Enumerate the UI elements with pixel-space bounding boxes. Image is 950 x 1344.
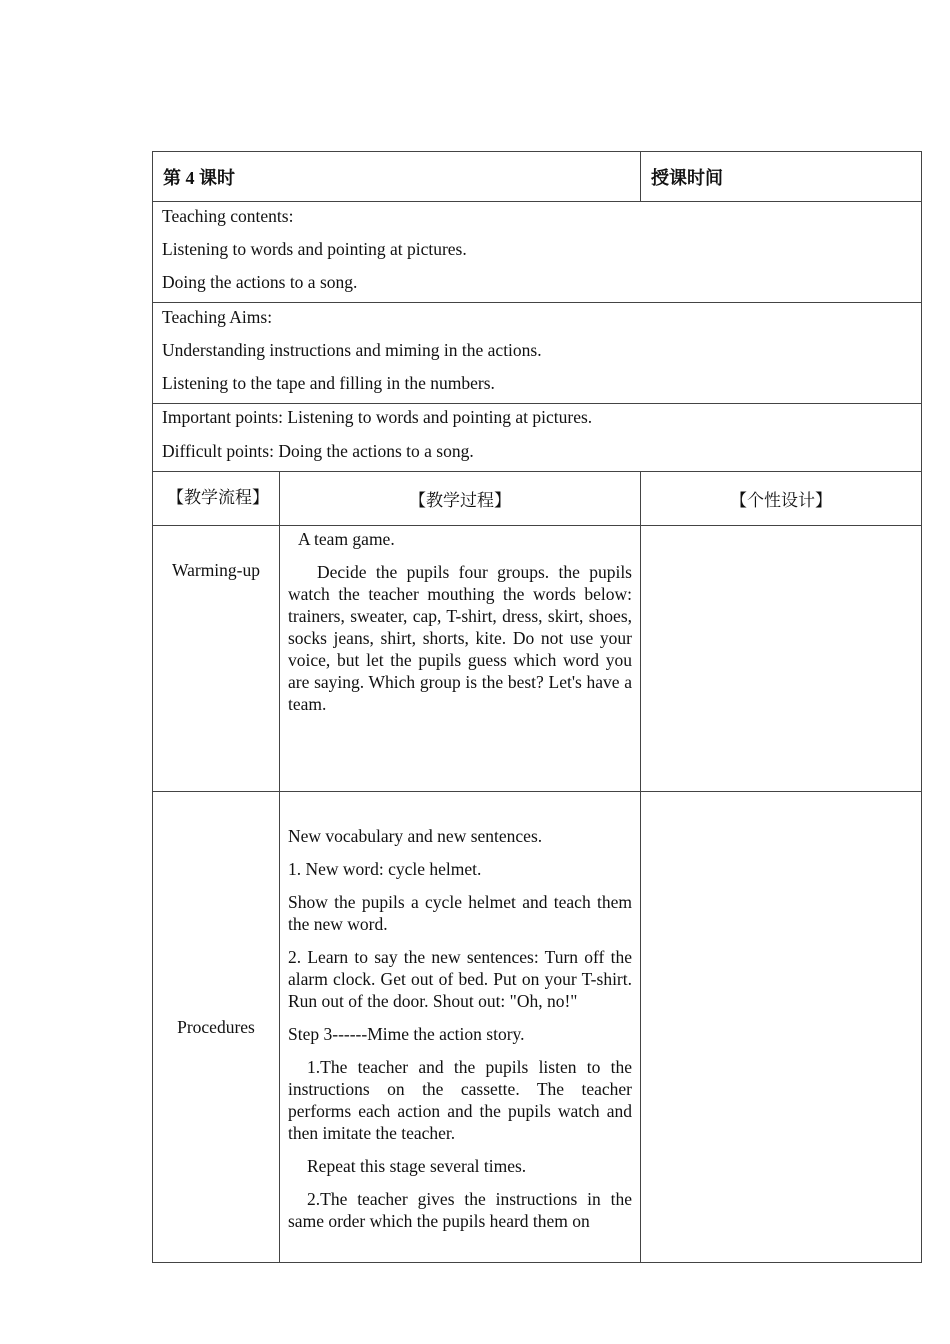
- procedures-paragraph: Show the pupils a cycle helmet and teach them the new word.: [288, 892, 632, 934]
- important-points: Important points: Listening to words and pointing at pictures.: [162, 407, 593, 427]
- procedures-content: [280, 792, 641, 1263]
- warming-up-content: [280, 526, 641, 792]
- lesson-plan-table: [152, 151, 922, 1263]
- points-row: [153, 404, 922, 472]
- warming-up-title: A team game.: [298, 529, 395, 549]
- teaching-time-cell: [641, 152, 922, 202]
- flow-column-header: 【教学流程】: [153, 472, 280, 526]
- warming-up-row: [153, 526, 922, 792]
- teaching-aims-title: Teaching Aims:: [162, 307, 273, 327]
- lesson-number-cell: [153, 152, 641, 202]
- key-points-cell: [153, 404, 922, 472]
- procedures-paragraph: Step 3------Mime the action story.: [288, 1024, 525, 1044]
- procedures-row: [153, 792, 922, 1263]
- difficult-points: Difficult points: Doing the actions to a song.: [162, 441, 474, 461]
- teaching-contents-line: Listening to words and pointing at pictures.: [162, 239, 467, 259]
- teaching-aims-cell: [153, 303, 922, 404]
- teaching-aims-line: Listening to the tape and filling in the numbers.: [162, 373, 495, 393]
- warming-up-design-cell: [641, 526, 922, 792]
- process-column-header: 【教学过程】: [280, 472, 641, 526]
- warming-up-label: Warming-up: [153, 526, 280, 792]
- procedures-paragraph: 2. Learn to say the new sentences: Turn off the alarm clock. Get out of bed. Put on your T-shirt. Run out of the door. Shout out: "Oh, no!": [288, 947, 632, 1011]
- teaching-aims-line: Understanding instructions and miming in the actions.: [162, 340, 542, 360]
- procedures-paragraph: New vocabulary and new sentences.: [288, 826, 543, 846]
- procedures-design-cell: [641, 792, 922, 1263]
- procedures-paragraph: 1. New word: cycle helmet.: [288, 859, 482, 879]
- aims-row: [153, 303, 922, 404]
- header-row: [153, 152, 922, 202]
- procedures-label: Procedures: [153, 792, 280, 1263]
- column-header-row: [153, 472, 922, 526]
- teaching-contents-cell: [153, 202, 922, 303]
- procedures-paragraph: 2.The teacher gives the instructions in the same order which the pupils heard them on: [288, 1189, 632, 1231]
- procedures-paragraph: 1.The teacher and the pupils listen to the instructions on the cassette. The teacher performs each action and the pupils watch and then imitate the teacher.: [288, 1057, 632, 1143]
- lesson-number: 第 4 课时: [163, 168, 235, 188]
- teaching-time-label: 授课时间: [651, 168, 723, 188]
- procedures-paragraph: Repeat this stage several times.: [307, 1156, 527, 1176]
- teaching-contents-line: Doing the actions to a song.: [162, 272, 358, 292]
- teaching-contents-title: Teaching contents:: [162, 206, 294, 226]
- warming-up-body: Decide the pupils four groups. the pupils watch the teacher mouthing the words below: trainers, sweater, cap, T-shirt, dress, skirt, shoes, socks jeans, shirt, shorts, kite. Do not use your voice, but let the pupils guess which word you are saying. Which group is the best? Let's have a team.: [288, 562, 632, 714]
- contents-row: [153, 202, 922, 303]
- design-column-header: 【个性设计】: [641, 472, 922, 526]
